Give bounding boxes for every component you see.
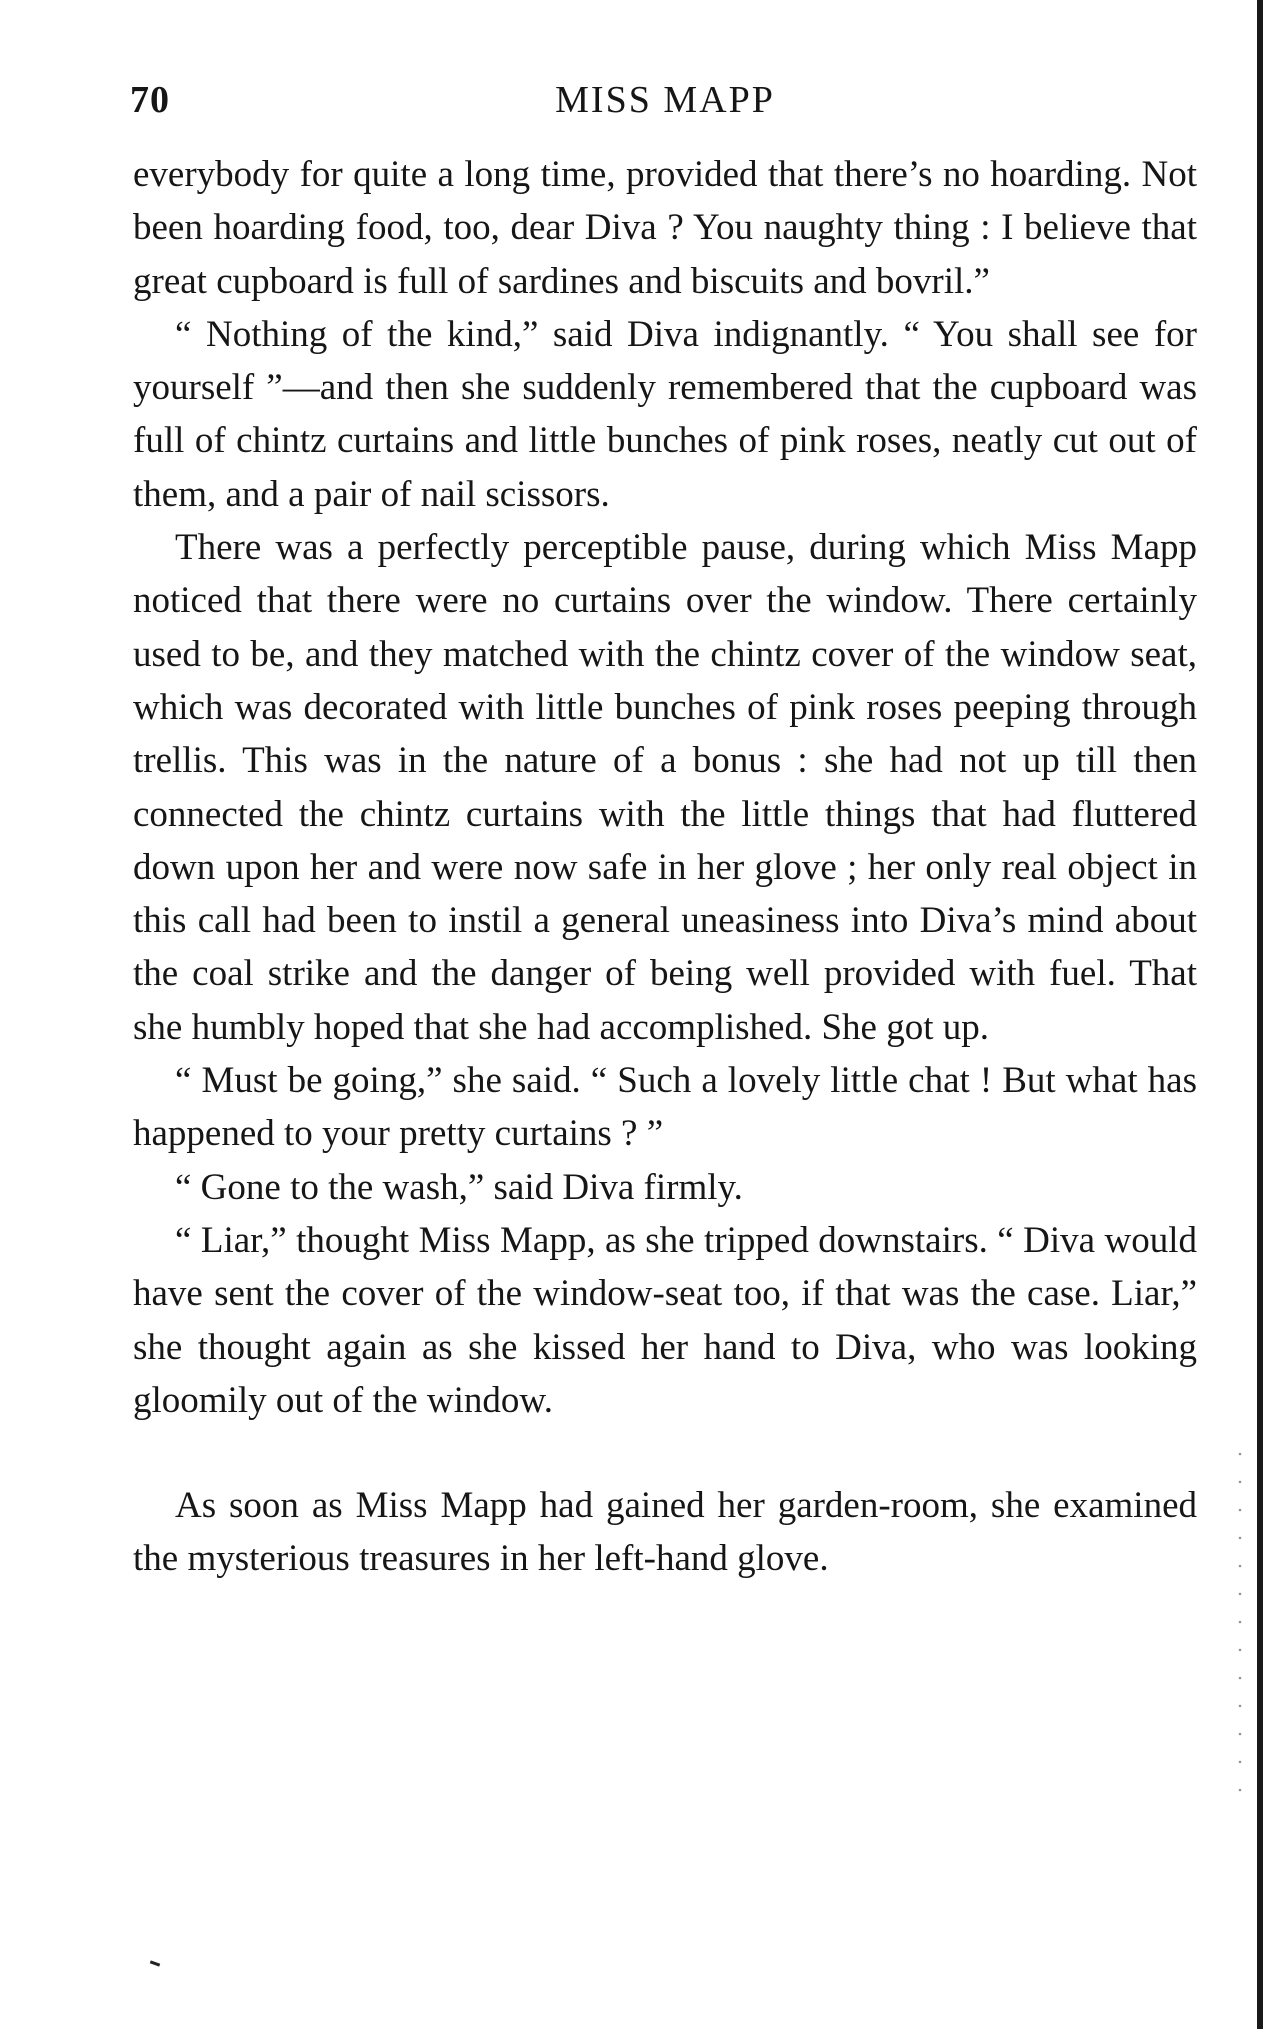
page-number: 70 bbox=[130, 79, 170, 121]
running-head bbox=[130, 78, 1200, 138]
stray-ink-mark bbox=[150, 1960, 160, 1966]
paragraph-diva-reply: “ Nothing of the kind,” said Diva indignantly. “ You shall see for yourself ”—and then she suddenly remembered that the cupboard was full of chintz curtains and little bunches of pink roses, neatly cut out of them, and a pair of nail scissors. bbox=[133, 313, 1197, 515]
running-title: MISS MAPP bbox=[555, 79, 775, 121]
paragraph-garden-room: As soon as Miss Mapp had gained her garden-room, she examined the mysterious treasures in her left-hand glove. bbox=[133, 1485, 1197, 1580]
paragraph-liar: “ Liar,” thought Miss Mapp, as she tripped downstairs. “ Diva would have sent the cover of the window-seat too, if that was the case. Liar,” she thought again as she kissed her hand to Diva, who was looking gloomily out of the window. bbox=[133, 1219, 1197, 1421]
page-binding-edge bbox=[1257, 0, 1263, 2029]
scan-edge-specks bbox=[1235, 1440, 1245, 1810]
body-text bbox=[133, 148, 1197, 1586]
paragraph-gone-to-wash: “ Gone to the wash,” said Diva firmly. bbox=[175, 1166, 743, 1208]
paragraph-pause: There was a perfectly perceptible pause, during which Miss Mapp noticed that there were no curtains over the window. There certainly used to be, and they matched with the chintz cover of the window seat, which was decorated with little bunches of pink roses peeping through trellis. This was in the nature of a bonus : she had not up till then connected the chintz curtains with the little things that had fluttered down upon her and were now safe in her glove ; her only real object in this call had been to instil a general uneasiness into Diva’s mind about the coal strike and the danger of being well provided with fuel. That she humbly hoped that she had accomplished. She got up. bbox=[133, 527, 1197, 1048]
paragraph-must-be-going: “ Must be going,” she said. “ Such a lovely little chat ! But what has happened to your pretty curtains ? ” bbox=[133, 1060, 1197, 1155]
paragraph-continued: everybody for quite a long time, provided that there’s no hoarding. Not been hoarding food, too, dear Diva ? You naughty thing : I believe that great cupboard is full of sardines and biscuits and bovril.” bbox=[133, 154, 1197, 302]
